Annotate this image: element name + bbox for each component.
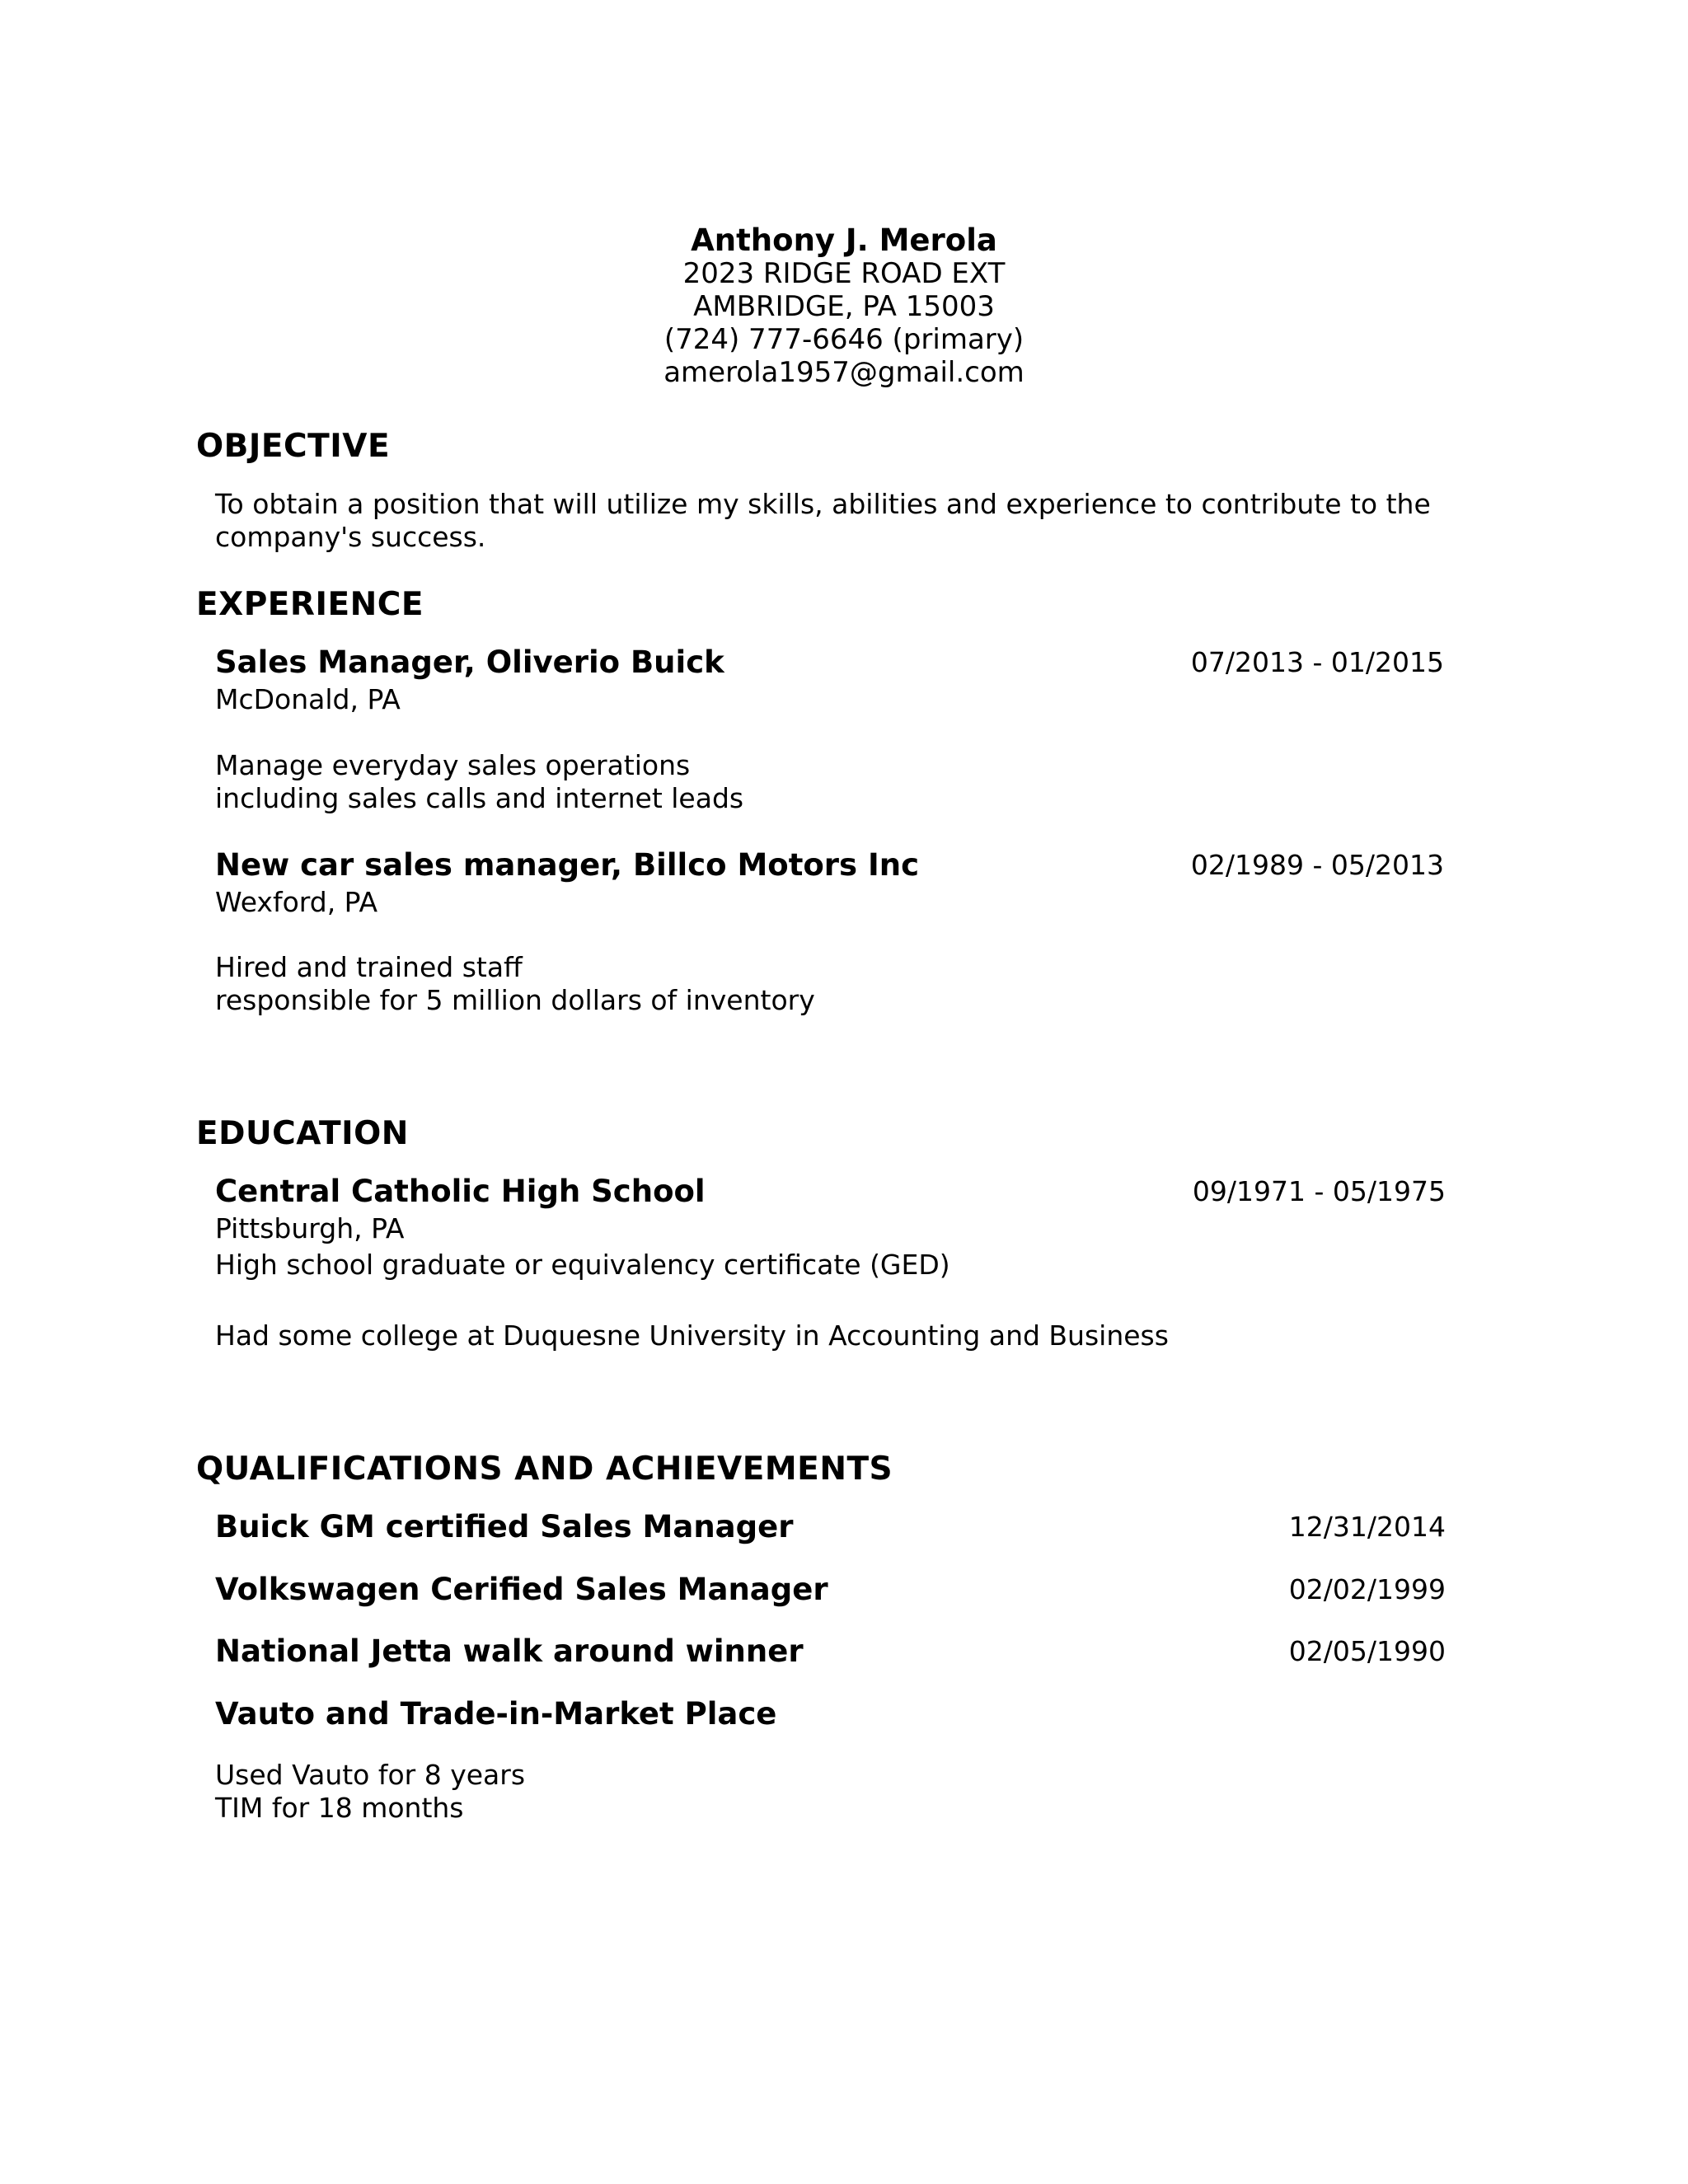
address-line-1: 2023 RIDGE ROAD EXT [682, 257, 1006, 290]
job-desc-1-line-2: including sales calls and internet leads [215, 782, 744, 814]
email-address: amerola1957@gmail.com [663, 356, 1025, 389]
school-location: Pittsburgh, PA [215, 1212, 405, 1244]
objective-line-1: To obtain a position that will utilize my skills, abilities and experience to contribute to the [215, 488, 1431, 520]
school-name: Central Catholic High School [215, 1174, 706, 1209]
address-line-2: AMBRIDGE, PA 15003 [693, 290, 995, 323]
objective-text [215, 488, 1431, 554]
qualifications-heading: QUALIFICATIONS AND ACHIEVEMENTS [196, 1451, 893, 1488]
contact-header [0, 224, 1688, 389]
job-title-2: New car sales manager, Billco Motors Inc [215, 847, 919, 883]
job-location-1: McDonald, PA [215, 683, 401, 715]
job-description-2 [215, 951, 815, 1017]
qualification-note-1: Used Vauto for 8 years [215, 1759, 526, 1791]
qualification-date-3: 02/05/1990 [1288, 1635, 1446, 1667]
objective-line-2: company's success. [215, 521, 486, 553]
qualification-notes [215, 1759, 525, 1825]
experience-heading: EXPERIENCE [196, 586, 424, 623]
qualification-date-1: 12/31/2014 [1288, 1511, 1446, 1543]
job-desc-2-line-1: Hired and trained staff [215, 951, 523, 983]
phone-number: (724) 777-6646 (primary) [663, 323, 1025, 356]
objective-heading: OBJECTIVE [196, 428, 391, 465]
job-dates-1: 07/2013 - 01/2015 [1190, 646, 1444, 678]
qualification-title-1: Buick GM certified Sales Manager [215, 1509, 794, 1544]
education-note: Had some college at Duquesne University in Accounting and Business [215, 1319, 1169, 1352]
qualification-note-2: TIM for 18 months [215, 1792, 464, 1824]
job-title-1: Sales Manager, Oliverio Buick [215, 644, 724, 680]
qualification-title-3: National Jetta walk around winner [215, 1633, 804, 1669]
degree: High school graduate or equivalency certificate (GED) [215, 1249, 950, 1281]
qualification-date-2: 02/02/1999 [1288, 1573, 1446, 1605]
job-location-2: Wexford, PA [215, 886, 378, 918]
job-desc-1-line-1: Manage everyday sales operations [215, 749, 691, 781]
qualification-title-4: Vauto and Trade-in-Market Place [215, 1696, 777, 1732]
candidate-name: Anthony J. Merola [691, 223, 997, 258]
school-dates: 09/1971 - 05/1975 [1192, 1175, 1446, 1207]
education-heading: EDUCATION [196, 1115, 409, 1152]
job-dates-2: 02/1989 - 05/2013 [1190, 849, 1444, 881]
job-description-1 [215, 749, 743, 815]
job-desc-2-line-2: responsible for 5 million dollars of inventory [215, 984, 815, 1016]
qualification-title-2: Volkswagen Cerified Sales Manager [215, 1572, 828, 1607]
